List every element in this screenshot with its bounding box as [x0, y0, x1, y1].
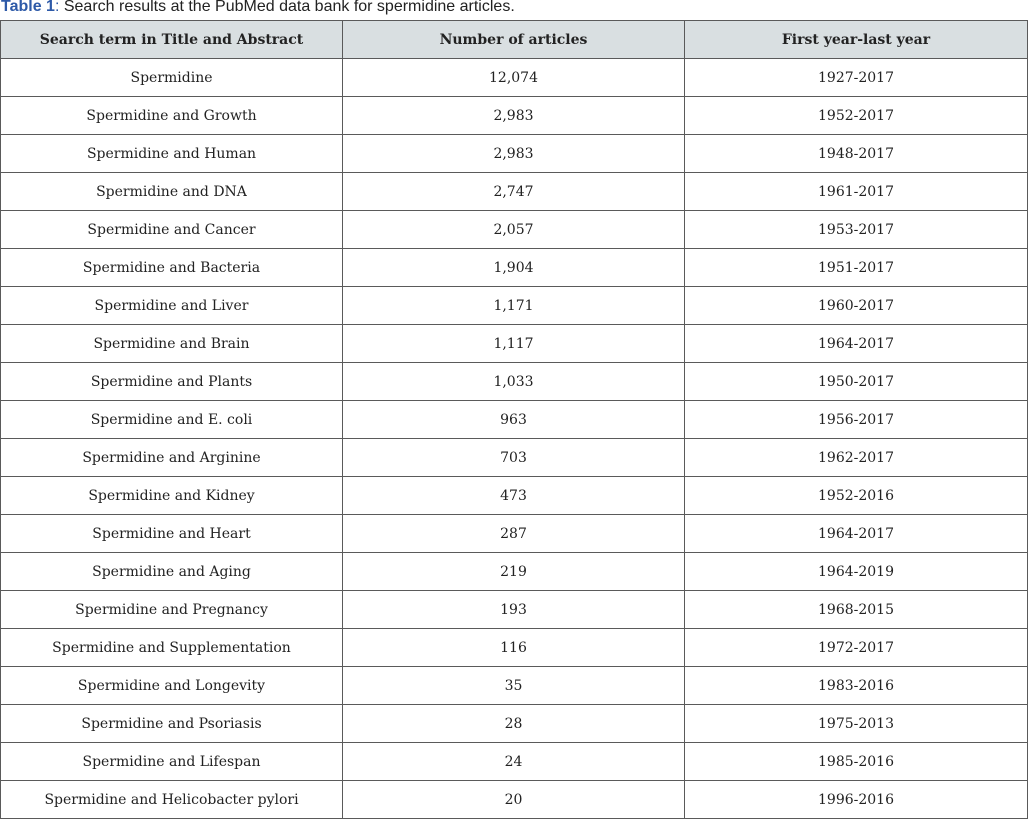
table-row [1, 477, 1028, 515]
cell-search-term: Spermidine and E. coli [1, 401, 343, 439]
cell-year-range: 1961-2017 [685, 173, 1028, 211]
caption-colon: : [54, 0, 60, 15]
cell-search-term: Spermidine and Heart [1, 515, 343, 553]
cell-number-of-articles: 1,033 [343, 363, 685, 401]
table-row [1, 173, 1028, 211]
table-body [1, 59, 1028, 819]
cell-search-term: Spermidine and Plants [1, 363, 343, 401]
cell-number-of-articles: 963 [343, 401, 685, 439]
cell-year-range: 1953-2017 [685, 211, 1028, 249]
cell-year-range: 1948-2017 [685, 135, 1028, 173]
cell-number-of-articles: 219 [343, 553, 685, 591]
cell-search-term: Spermidine and Longevity [1, 667, 343, 705]
header-search-term: Search term in Title and Abstract [1, 21, 343, 59]
table-row [1, 287, 1028, 325]
table-row [1, 629, 1028, 667]
table-row [1, 439, 1028, 477]
header-year-range: First year-last year [685, 21, 1028, 59]
cell-year-range: 1985-2016 [685, 743, 1028, 781]
table-row [1, 705, 1028, 743]
cell-year-range: 1996-2016 [685, 781, 1028, 819]
cell-number-of-articles: 24 [343, 743, 685, 781]
cell-year-range: 1950-2017 [685, 363, 1028, 401]
cell-search-term: Spermidine and Bacteria [1, 249, 343, 287]
cell-number-of-articles: 12,074 [343, 59, 685, 97]
cell-search-term: Spermidine and Helicobacter pylori [1, 781, 343, 819]
cell-year-range: 1964-2019 [685, 553, 1028, 591]
cell-search-term: Spermidine and Brain [1, 325, 343, 363]
cell-search-term: Spermidine and Cancer [1, 211, 343, 249]
cell-year-range: 1927-2017 [685, 59, 1028, 97]
cell-search-term: Spermidine and Kidney [1, 477, 343, 515]
cell-year-range: 1975-2013 [685, 705, 1028, 743]
table-row [1, 515, 1028, 553]
cell-search-term: Spermidine and Human [1, 135, 343, 173]
cell-number-of-articles: 473 [343, 477, 685, 515]
cell-search-term: Spermidine and DNA [1, 173, 343, 211]
cell-year-range: 1962-2017 [685, 439, 1028, 477]
table-row [1, 401, 1028, 439]
cell-year-range: 1968-2015 [685, 591, 1028, 629]
cell-search-term: Spermidine and Lifespan [1, 743, 343, 781]
cell-number-of-articles: 193 [343, 591, 685, 629]
caption-label: Table 1 [1, 0, 55, 15]
cell-year-range: 1952-2016 [685, 477, 1028, 515]
table-row [1, 363, 1028, 401]
cell-year-range: 1956-2017 [685, 401, 1028, 439]
cell-year-range: 1952-2017 [685, 97, 1028, 135]
cell-number-of-articles: 1,117 [343, 325, 685, 363]
cell-search-term: Spermidine and Arginine [1, 439, 343, 477]
table-row [1, 135, 1028, 173]
cell-number-of-articles: 35 [343, 667, 685, 705]
cell-year-range: 1964-2017 [685, 515, 1028, 553]
cell-number-of-articles: 2,983 [343, 97, 685, 135]
table-caption [1, 0, 515, 17]
cell-number-of-articles: 1,904 [343, 249, 685, 287]
table-row [1, 325, 1028, 363]
cell-search-term: Spermidine and Pregnancy [1, 591, 343, 629]
cell-search-term: Spermidine and Liver [1, 287, 343, 325]
table-row [1, 591, 1028, 629]
caption-text: Search results at the PubMed data bank for spermidine articles. [63, 0, 515, 15]
results-table [0, 20, 1028, 819]
cell-number-of-articles: 287 [343, 515, 685, 553]
cell-search-term: Spermidine [1, 59, 343, 97]
cell-year-range: 1983-2016 [685, 667, 1028, 705]
cell-search-term: Spermidine and Psoriasis [1, 705, 343, 743]
cell-number-of-articles: 2,983 [343, 135, 685, 173]
cell-number-of-articles: 2,057 [343, 211, 685, 249]
cell-number-of-articles: 28 [343, 705, 685, 743]
cell-search-term: Spermidine and Growth [1, 97, 343, 135]
cell-search-term: Spermidine and Supplementation [1, 629, 343, 667]
table-row [1, 781, 1028, 819]
header-row [1, 21, 1028, 59]
cell-year-range: 1972-2017 [685, 629, 1028, 667]
cell-search-term: Spermidine and Aging [1, 553, 343, 591]
table-row [1, 249, 1028, 287]
cell-number-of-articles: 1,171 [343, 287, 685, 325]
header-number-of-articles: Number of articles [343, 21, 685, 59]
table-row [1, 667, 1028, 705]
cell-number-of-articles: 20 [343, 781, 685, 819]
cell-year-range: 1960-2017 [685, 287, 1028, 325]
cell-number-of-articles: 703 [343, 439, 685, 477]
table-row [1, 743, 1028, 781]
table-row [1, 59, 1028, 97]
cell-year-range: 1964-2017 [685, 325, 1028, 363]
cell-number-of-articles: 116 [343, 629, 685, 667]
table-row [1, 211, 1028, 249]
cell-year-range: 1951-2017 [685, 249, 1028, 287]
cell-number-of-articles: 2,747 [343, 173, 685, 211]
table-row [1, 553, 1028, 591]
table-row [1, 97, 1028, 135]
